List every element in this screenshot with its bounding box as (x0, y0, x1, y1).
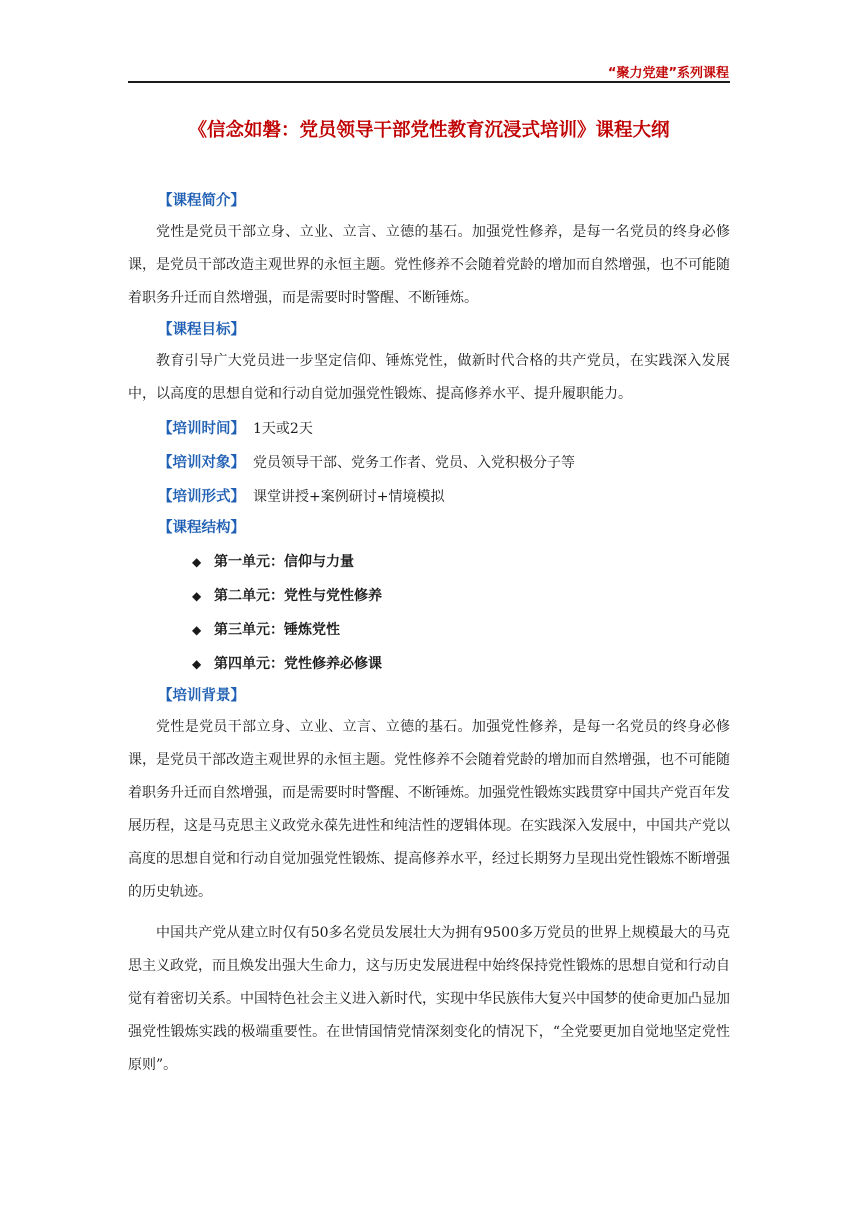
training-format-value: 课堂讲授+案例研讨+情境模拟 (253, 489, 445, 505)
course-units-list (128, 545, 730, 681)
training-audience-row (128, 445, 730, 479)
header-divider (128, 81, 730, 83)
training-time-label: 【培训时间】 (158, 421, 245, 437)
background-paragraph-1: 党性是党员干部立身、立业、立言、立德的基石。加强党性修养，是每一名党员的终身必修课，是党员干部改造主观世界的永恒主题。党性修养不会随着党龄的增加而自然增强，也不可能随着职务升迁而自然增强，而是需要时时警醒、不断锤炼。加强党性锻炼实践贯穿中国共产党百年发展历程，这是马克思主义政党永葆先进性和纯洁性的逻辑体现。在实践深入发展中，中国共产党以高度的思想自觉和行动自觉加强党性锻炼、提高修养水平，经过长期努力呈现出党性锻炼不断增强的历史轨迹。 (128, 719, 730, 900)
training-time-value: 1天或2天 (253, 421, 313, 437)
list-item (128, 647, 730, 681)
unit-label: 第三单元：锤炼党性 (214, 622, 340, 638)
diamond-bullet-icon: ◆ (192, 623, 202, 637)
document-body (128, 186, 730, 1082)
section-heading-structure: 【课程结构】 (158, 520, 245, 536)
section-heading-background: 【培训背景】 (158, 688, 245, 704)
intro-paragraph: 党性是党员干部立身、立业、立言、立德的基石。加强党性修养，是每一名党员的终身必修课，是党员干部改造主观世界的永恒主题。党性修养不会随着党龄的增加而自然增强，也不可能随着职务升迁而自然增强，而是需要时时警醒、不断锤炼。 (128, 224, 730, 306)
diamond-bullet-icon: ◆ (192, 657, 202, 671)
unit-label: 第二单元：党性与党性修养 (214, 588, 382, 604)
unit-label: 第四单元：党性修养必修课 (214, 656, 382, 672)
training-format-row (128, 479, 730, 513)
list-item (128, 545, 730, 579)
training-audience-label: 【培训对象】 (158, 455, 245, 471)
section-heading-intro: 【课程简介】 (158, 193, 245, 209)
diamond-bullet-icon: ◆ (192, 555, 202, 569)
section-heading-goal: 【课程目标】 (158, 322, 245, 338)
list-item (128, 579, 730, 613)
training-audience-value: 党员领导干部、党务工作者、党员、入党积极分子等 (253, 455, 575, 471)
document-title: 《信念如磐：党员领导干部党性教育沉浸式培训》课程大纲 (188, 120, 670, 141)
training-time-row (128, 411, 730, 445)
diamond-bullet-icon: ◆ (192, 589, 202, 603)
series-header: “聚力党建”系列课程 (607, 66, 729, 81)
background-paragraph-2: 中国共产党从建立时仅有50多名党员发展壮大为拥有9500多万党员的世界上规模最大的马克思主义政党，而且焕发出强大生命力，这与历史发展进程中始终保持党性锻炼的思想自觉和行动自觉有着密切关系。中国特色社会主义进入新时代，实现中华民族伟大复兴中国梦的使命更加凸显加强党性锻炼实践的极端重要性。在世情国情党情深刻变化的情况下，“全党要更加自觉地坚定党性原则”。 (128, 925, 730, 1073)
list-item (128, 613, 730, 647)
unit-label: 第一单元：信仰与力量 (214, 554, 354, 570)
training-format-label: 【培训形式】 (158, 489, 245, 505)
goal-paragraph: 教育引导广大党员进一步坚定信仰、锤炼党性，做新时代合格的共产党员，在实践深入发展中，以高度的思想自觉和行动自觉加强党性锻炼、提高修养水平、提升履职能力。 (128, 353, 730, 402)
